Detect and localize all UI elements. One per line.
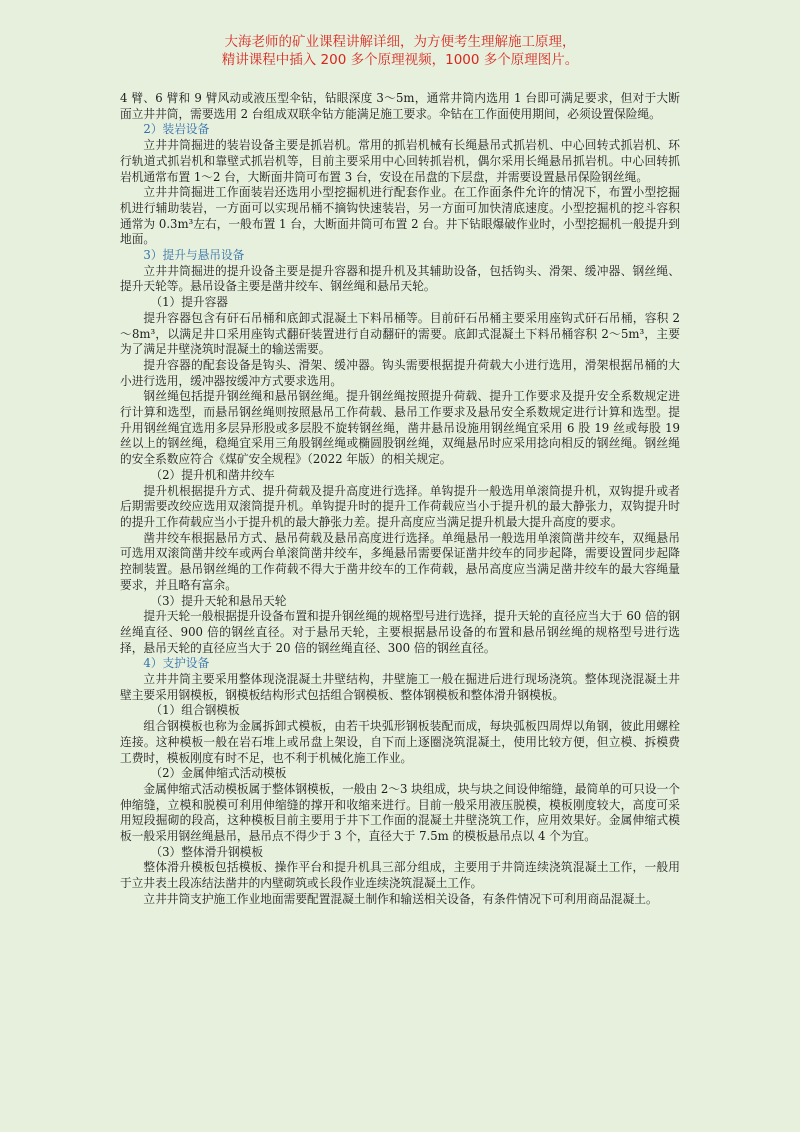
paragraph: 立井井筒掘进的提升设备主要是提升容器和提升机及其辅助设备，包括钩头、滑架、缓冲器、钢丝绳、提升天轮等。悬吊设备主要是凿井绞车、钢丝绳和悬吊天轮。 (120, 263, 680, 294)
paragraph: 组合钢模板也称为金属拆卸式模板，由若干块弧形钢板装配而成，每块弧板四周焊以角钢，彼此用螺栓连接。这种模板一般在岩石堆上或吊盘上架设，自下而上逐圈浇筑混凝土，使用比较方便，但立模、拆模费工费时，模板刚度有时不足，也不利于机械化施工作业。 (120, 719, 680, 765)
subsection-heading: （2）提升机和凿井绞车 (150, 467, 275, 482)
subsection-heading: （1）提升容器 (150, 295, 228, 310)
paragraph: 提升机根据提升方式、提升荷载及提升高度进行选择。单钩提升一般选用单滚筒提升机，双钩提升或者后期需要改绞应选用双滚筒提升机。单钩提升时的提升工作荷载应当小于提升机的最大静张力，双钩提升时的提升工作荷载应当小于提升机的最大静张力差。提升高度应当满足提升机最大提升高度的要求。 (120, 483, 680, 529)
subsection-heading: （3）提升天轮和悬吊天轮 (150, 593, 287, 608)
paragraph: 钢丝绳包括提升钢丝绳和悬吊钢丝绳。提升钢丝绳按照提升荷载、提升工作要求及提升安全系数规定进行计算和选型，而悬吊钢丝绳则按照悬吊工作荷载、悬吊工作要求及悬吊安全系数规定进行计算和选型。提升用钢丝绳宜选用多层异形股或多层股不旋转钢丝绳，凿井悬吊设施用钢丝绳宜采用 6 股 19 丝或每股 19 丝以上的钢丝绳，稳绳宜采用三角股钢丝绳或椭圆股钢丝绳，双绳悬吊时应采用捻向相反的钢丝绳。钢丝绳的安全系数应符合《煤矿安全规程》（2022 年版）的相关规定。 (120, 389, 680, 467)
paragraph: 提升容器包含有矸石吊桶和底卸式混凝土下料吊桶等。目前矸石吊桶主要采用座钩式矸石吊桶，容积 2～8m³，以满足井口采用座钩式翻矸装置进行自动翻矸的需要。底卸式混凝土下料吊桶容积 2～5m³，主要为了满足井壁浇筑时混凝土的输送需要。 (120, 310, 680, 357)
subsection-heading: （1）组合钢模板 (150, 703, 240, 718)
banner-line-1: 大海老师的矿业课程讲解详细，为方便考生理解施工原理， (224, 34, 576, 50)
paragraph: 凿井绞车根据悬吊方式、悬吊荷载及悬吊高度进行选择。单绳悬吊一般选用单滚筒凿井绞车，双绳悬吊可选用双滚筒凿井绞车或两台单滚筒凿井绞车，多绳悬吊需要保证凿井绞车的同步起降，需要设置同步起降控制装置。悬吊钢丝绳的工作荷载不得大于凿井绞车的工作荷载，悬吊高度应当满足凿井绞车的最大容绳量要求，并且略有富余。 (120, 530, 680, 592)
section-heading: 4）支护设备 (143, 656, 210, 671)
paragraph: 金属伸缩式活动模板属于整体钢模板，一般由 2～3 块组成，块与块之间设伸缩缝，最简单的可只设一个伸缩缝，立模和脱模可利用伸缩缝的撑开和收缩来进行。目前一般采用液压脱模，模板刚度较大，高度可采用短段掘砌的段高，这种模板目前主要用于井下工作面的混凝土井壁浇筑工作，应用效果好。金属伸缩式模板一般采用钢丝绳悬吊，悬吊点不得少于 3 个，直径大于 7.5m 的模板悬吊点以 4 个为宜。 (120, 781, 680, 844)
promo-banner (120, 0, 680, 69)
subsection-heading: （3）整体滑升钢模板 (150, 844, 264, 859)
paragraph: 立井井筒支护施工作业地面需要配置混凝土制作和输送相关设备，有条件情况下可利用商品混凝土。 (143, 891, 658, 906)
subsection-heading: （2）金属伸缩式活动模板 (150, 766, 287, 781)
paragraph: 立井井筒主要采用整体现浇混凝土井壁结构，井壁施工一般在掘进后进行现场浇筑。整体现浇混凝土井壁主要采用钢模板，钢模板结构形式包括组合钢模板、整体钢模板和整体滑升钢模板。 (120, 672, 680, 702)
section-heading: 2）装岩设备 (143, 122, 210, 137)
paragraph: 提升容器的配套设备是钩头、滑架、缓冲器。钩头需要根据提升荷载大小进行选用，滑架根据吊桶的大小进行选用，缓冲器按缓冲方式要求选用。 (120, 357, 680, 388)
paragraph: 立井井筒掘进的装岩设备主要是抓岩机。常用的抓岩机械有长绳悬吊式抓岩机、中心回转式抓岩机、环行轨道式抓岩机和靠壁式抓岩机等，目前主要采用中心回转抓岩机，偶尔采用长绳悬吊抓岩机。中心回转抓岩机通常布置 1～2 台，大断面井筒可布置 3 台，安设在吊盘的下层盘，并需要设置悬吊保险钢丝绳。 (120, 138, 680, 184)
section-heading: 3）提升与悬吊设备 (143, 248, 245, 263)
paragraph: 立井井筒掘进工作面装岩还选用小型挖掘机进行配套作业。在工作面条件允许的情况下，布置小型挖掘机进行辅助装岩，一方面可以实现吊桶不摘钩快速装岩，另一方面可加快清底速度。小型挖掘机的挖斗容积通常为 0.3m³左右，一般布置 1 台，大断面井筒可布置 2 台。井下钻眼爆破作业时，小型挖掘机一般提升到地面。 (120, 185, 680, 247)
paragraph: 整体滑升模板包括模板、操作平台和提升机具三部分组成，主要用于井筒连续浇筑混凝土工作，一般用于立井表土段冻结法凿井的内壁砌筑或长段作业连续浇筑混凝土工作。 (120, 860, 680, 891)
paragraph: 4 臂、6 臂和 9 臂风动或液压型伞钻，钻眼深度 3～5m，通常井筒内选用 1 台即可满足要求，但对于大断面立井井筒，需要选用 2 台组成双联伞钻方能满足施工要求。伞钻在工作面使用期间，必须设置保险绳。 (120, 91, 680, 121)
document-body (120, 91, 680, 908)
banner-line-2: 精讲课程中插入 200 多个原理视频，1000 多个原理图片。 (221, 52, 579, 68)
paragraph: 提升天轮一般根据提升设备布置和提升钢丝绳的规格型号进行选择，提升天轮的直径应当大于 60 倍的钢丝绳直径、900 倍的钢丝直径。对于悬吊天轮，主要根据悬吊设备的布置和悬吊钢丝绳的规格型号进行选择，悬吊天轮的直径应当大于 20 倍的钢丝绳直径、300 倍的钢丝直径。 (120, 609, 680, 655)
